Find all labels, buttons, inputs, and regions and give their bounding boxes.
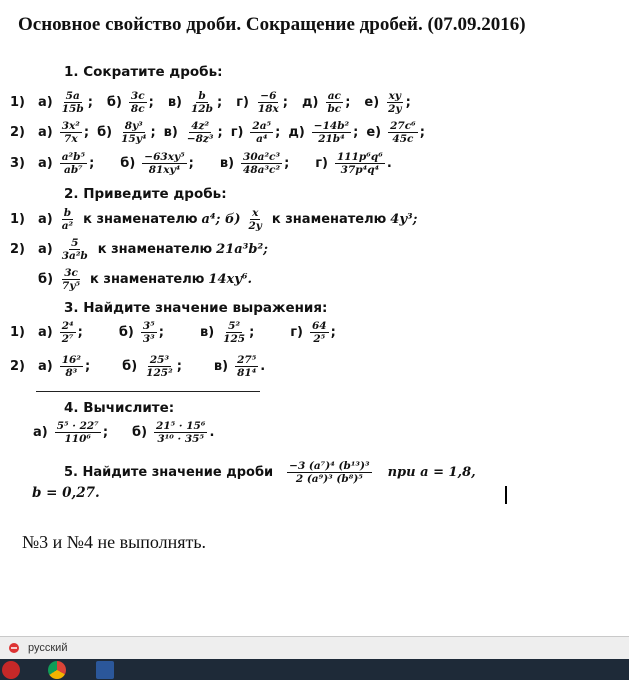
row-number: 2) bbox=[10, 125, 25, 140]
separator: ; bbox=[330, 325, 336, 340]
separator: ; bbox=[102, 425, 109, 440]
task1-row1 bbox=[10, 90, 425, 115]
fraction: $\frac{\text{2a⁵}}{\text{a⁴}}$ bbox=[252, 120, 272, 145]
fraction: $\frac{-6}{18x}$ bbox=[257, 90, 279, 115]
separator: ; bbox=[150, 125, 156, 140]
item-label: б) bbox=[118, 325, 134, 340]
fraction-item bbox=[214, 354, 265, 379]
separator: ; bbox=[89, 156, 95, 171]
fraction: $\frac{xy}{2y}$ bbox=[388, 90, 402, 115]
item-label: д) bbox=[288, 125, 305, 140]
fraction-item bbox=[366, 120, 425, 145]
separator: ; bbox=[405, 95, 411, 110]
fraction-item bbox=[120, 151, 194, 176]
value: 21a³b²; bbox=[216, 242, 268, 257]
separator: ; bbox=[419, 125, 425, 140]
row-number: 3) bbox=[10, 156, 25, 171]
fraction-item bbox=[33, 420, 108, 445]
item-label: в) bbox=[163, 125, 178, 140]
task2-row1 bbox=[10, 207, 417, 232]
separator: ; bbox=[84, 359, 91, 374]
text: к знаменателю bbox=[97, 242, 213, 257]
fraction: $\frac{5}{\text{3a²b}}$ bbox=[61, 237, 88, 262]
fraction: $\frac{\text{27⁵}}{\text{81⁴}}$ bbox=[237, 354, 257, 379]
fraction-item bbox=[119, 320, 164, 345]
note-text: №3 и №4 не выполнять. bbox=[22, 532, 207, 552]
item-label: б) bbox=[132, 425, 148, 440]
task2-row3 bbox=[38, 267, 252, 292]
separator: ; bbox=[249, 325, 255, 340]
task5-row bbox=[64, 460, 476, 485]
item-label: г) bbox=[236, 95, 249, 110]
text-cursor bbox=[505, 486, 507, 504]
fraction-item bbox=[220, 151, 289, 176]
separator: ; bbox=[176, 359, 182, 374]
item-label: е) bbox=[364, 95, 380, 110]
separator: . bbox=[260, 359, 266, 374]
fraction-item bbox=[97, 120, 156, 145]
separator: ; bbox=[83, 125, 90, 140]
item-label: а) bbox=[38, 242, 53, 257]
row-number: 1) bbox=[10, 212, 25, 227]
fraction: $\frac{\text{21⁵ · 15⁶}}{\text{3¹⁰ · 35⁵}}$ bbox=[156, 420, 206, 445]
language-bar[interactable] bbox=[0, 637, 629, 660]
item-label: б) bbox=[120, 156, 136, 171]
task2-row2 bbox=[10, 237, 268, 262]
fraction: $\frac{ac}{bc}$ bbox=[327, 90, 342, 115]
item-label: а) bbox=[38, 95, 53, 110]
item-label: г) bbox=[290, 325, 303, 340]
item-label: б) bbox=[122, 359, 138, 374]
task5-line2: b = 0,27. bbox=[32, 485, 100, 501]
fraction-item bbox=[38, 90, 93, 115]
value: 14xy⁶. bbox=[208, 272, 253, 287]
item-label: г) bbox=[230, 125, 244, 140]
item-label: в) bbox=[213, 359, 229, 374]
page-title: Основное свойство дроби. Сокращение дробей. (07.09.2016) bbox=[18, 14, 526, 35]
task3-heading: 3. Найдите значение выражения: bbox=[64, 300, 328, 316]
fraction-item bbox=[122, 354, 182, 379]
separator: ; bbox=[282, 95, 288, 110]
row-number: 2) bbox=[10, 359, 25, 374]
separator: ; bbox=[345, 95, 351, 110]
item-label: б) bbox=[106, 95, 122, 110]
separator: . bbox=[209, 425, 215, 440]
fraction: $\frac{\text{5²}}{125}$ bbox=[223, 320, 246, 345]
fraction: $\frac{\text{8y³}}{\text{15y⁴}}$ bbox=[121, 120, 147, 145]
close-icon[interactable] bbox=[2, 661, 20, 679]
fraction-item bbox=[315, 151, 392, 176]
value: 4y³; bbox=[390, 212, 418, 227]
fraction: $\frac{\text{111p⁶q⁶}}{\text{37p⁴q⁴}}$ bbox=[337, 151, 383, 176]
fraction-item bbox=[364, 90, 410, 115]
separator: ; bbox=[87, 95, 93, 110]
taskbar bbox=[0, 636, 629, 680]
item-label: г) bbox=[315, 156, 328, 171]
task5-heading: 5. Найдите значение дроби bbox=[64, 465, 274, 480]
item-label: в) bbox=[219, 156, 235, 171]
item-label: в) bbox=[199, 325, 215, 340]
separator: ; bbox=[216, 95, 223, 110]
task2-heading: 2. Приведите дробь: bbox=[64, 186, 227, 202]
row-number: 1) bbox=[10, 325, 25, 340]
item-label: б) bbox=[38, 272, 54, 287]
fraction: $\frac{\text{3⁵}}{\text{3³}}$ bbox=[142, 320, 155, 345]
fraction-item bbox=[231, 120, 281, 145]
fraction: $\frac{\text{a²b⁵}}{\text{ab⁷}}$ bbox=[61, 151, 86, 176]
task3-row1 bbox=[10, 320, 372, 345]
fraction: $\frac{x}{2y}$ bbox=[248, 207, 262, 232]
fraction-item bbox=[302, 90, 350, 115]
separator: . bbox=[386, 156, 392, 171]
fraction-item bbox=[38, 151, 94, 176]
task1-heading: 1. Сократите дробь: bbox=[64, 64, 223, 80]
word-icon[interactable] bbox=[96, 661, 114, 679]
fraction-item bbox=[107, 90, 154, 115]
chrome-icon[interactable] bbox=[48, 661, 66, 679]
task1-row3 bbox=[10, 151, 418, 176]
fraction: $\frac{\text{30a²c³}}{\text{48a³c²}}$ bbox=[243, 151, 281, 176]
fraction: $\frac{b}{\text{a²}}$ bbox=[61, 207, 74, 232]
divider bbox=[36, 391, 260, 392]
task4-row1 bbox=[33, 420, 238, 445]
fraction: $\frac{b}{12b}$ bbox=[191, 90, 213, 115]
item-label: е) bbox=[366, 125, 382, 140]
taskbar-strip bbox=[0, 659, 629, 680]
fraction: $\frac{\text{3x²}}{7x}$ bbox=[61, 120, 80, 145]
fraction-item bbox=[38, 354, 90, 379]
item-label: а) bbox=[38, 212, 53, 227]
fraction: $\frac{\text{5⁵ · 22⁷}}{\text{110⁶}}$ bbox=[56, 420, 99, 445]
item-label: а) bbox=[33, 425, 48, 440]
item-label: а) bbox=[38, 125, 53, 140]
fraction-item bbox=[38, 320, 83, 345]
task1-row2 bbox=[10, 120, 433, 145]
separator: ; bbox=[188, 156, 194, 171]
fraction: $\frac{3c}{\text{7y⁵}}$ bbox=[62, 267, 81, 292]
separator: ; bbox=[217, 125, 223, 140]
fraction: $\frac{\text{−63xy⁵}}{\text{81xy⁴}}$ bbox=[144, 151, 185, 176]
task3-row2 bbox=[10, 354, 297, 379]
fraction: $\frac{\text{4z²}}{\text{−8z³}}$ bbox=[186, 120, 214, 145]
fraction: $\frac{\text{27c⁶}}{45c}$ bbox=[390, 120, 416, 145]
fraction: $\frac{3c}{8c}$ bbox=[130, 90, 145, 115]
separator: ; bbox=[77, 325, 83, 340]
fraction: $\frac{\text{2⁴}}{\text{2⁷}}$ bbox=[61, 320, 74, 345]
separator: ; bbox=[275, 125, 281, 140]
separator: ; bbox=[284, 156, 290, 171]
item-label: б) bbox=[97, 125, 113, 140]
fraction: $\frac{\text{−14b²}}{\text{21b⁴}}$ bbox=[313, 120, 350, 145]
item-label: а) bbox=[38, 359, 53, 374]
text: к знаменателю bbox=[90, 272, 205, 287]
fraction-item bbox=[168, 90, 222, 115]
separator: ; bbox=[353, 125, 359, 140]
row-number: 2) bbox=[10, 242, 25, 257]
row-number: 1) bbox=[10, 95, 25, 110]
item-label: д) bbox=[301, 95, 319, 110]
fraction: $\frac{64}{\text{2⁵}}$ bbox=[312, 320, 327, 345]
fraction: $\frac{\text{16²}}{\text{8³}}$ bbox=[61, 354, 81, 379]
text: к знаменателю bbox=[271, 212, 387, 227]
item-label: а) bbox=[38, 156, 53, 171]
item-label: а) bbox=[38, 325, 53, 340]
fraction-item bbox=[288, 120, 358, 145]
fraction: $\frac{\text{25³}}{\text{125²}}$ bbox=[146, 354, 173, 379]
fraction-item bbox=[164, 120, 223, 145]
fraction-item bbox=[38, 120, 89, 145]
fraction: $\frac{5a}{15b}$ bbox=[61, 90, 84, 115]
item-label: в) bbox=[167, 95, 182, 110]
language-icon bbox=[8, 642, 20, 654]
task5-tail: при a = 1,8, bbox=[387, 465, 476, 480]
value: a⁴; б) bbox=[201, 212, 241, 227]
text: к знаменателю bbox=[83, 212, 198, 227]
separator: ; bbox=[158, 325, 164, 340]
fraction-item bbox=[132, 420, 214, 445]
fraction-item bbox=[290, 320, 336, 345]
fraction-item bbox=[236, 90, 288, 115]
separator: ; bbox=[148, 95, 154, 110]
fraction: $\frac{\text{−3 (a⁷)⁴ (b¹³)³}}{\text{2 (a⁹)³ (b⁸)⁵}}$ bbox=[289, 460, 370, 485]
fraction-item bbox=[200, 320, 254, 345]
task4-heading: 4. Вычислите: bbox=[64, 400, 175, 416]
language-label: русский bbox=[28, 642, 68, 654]
